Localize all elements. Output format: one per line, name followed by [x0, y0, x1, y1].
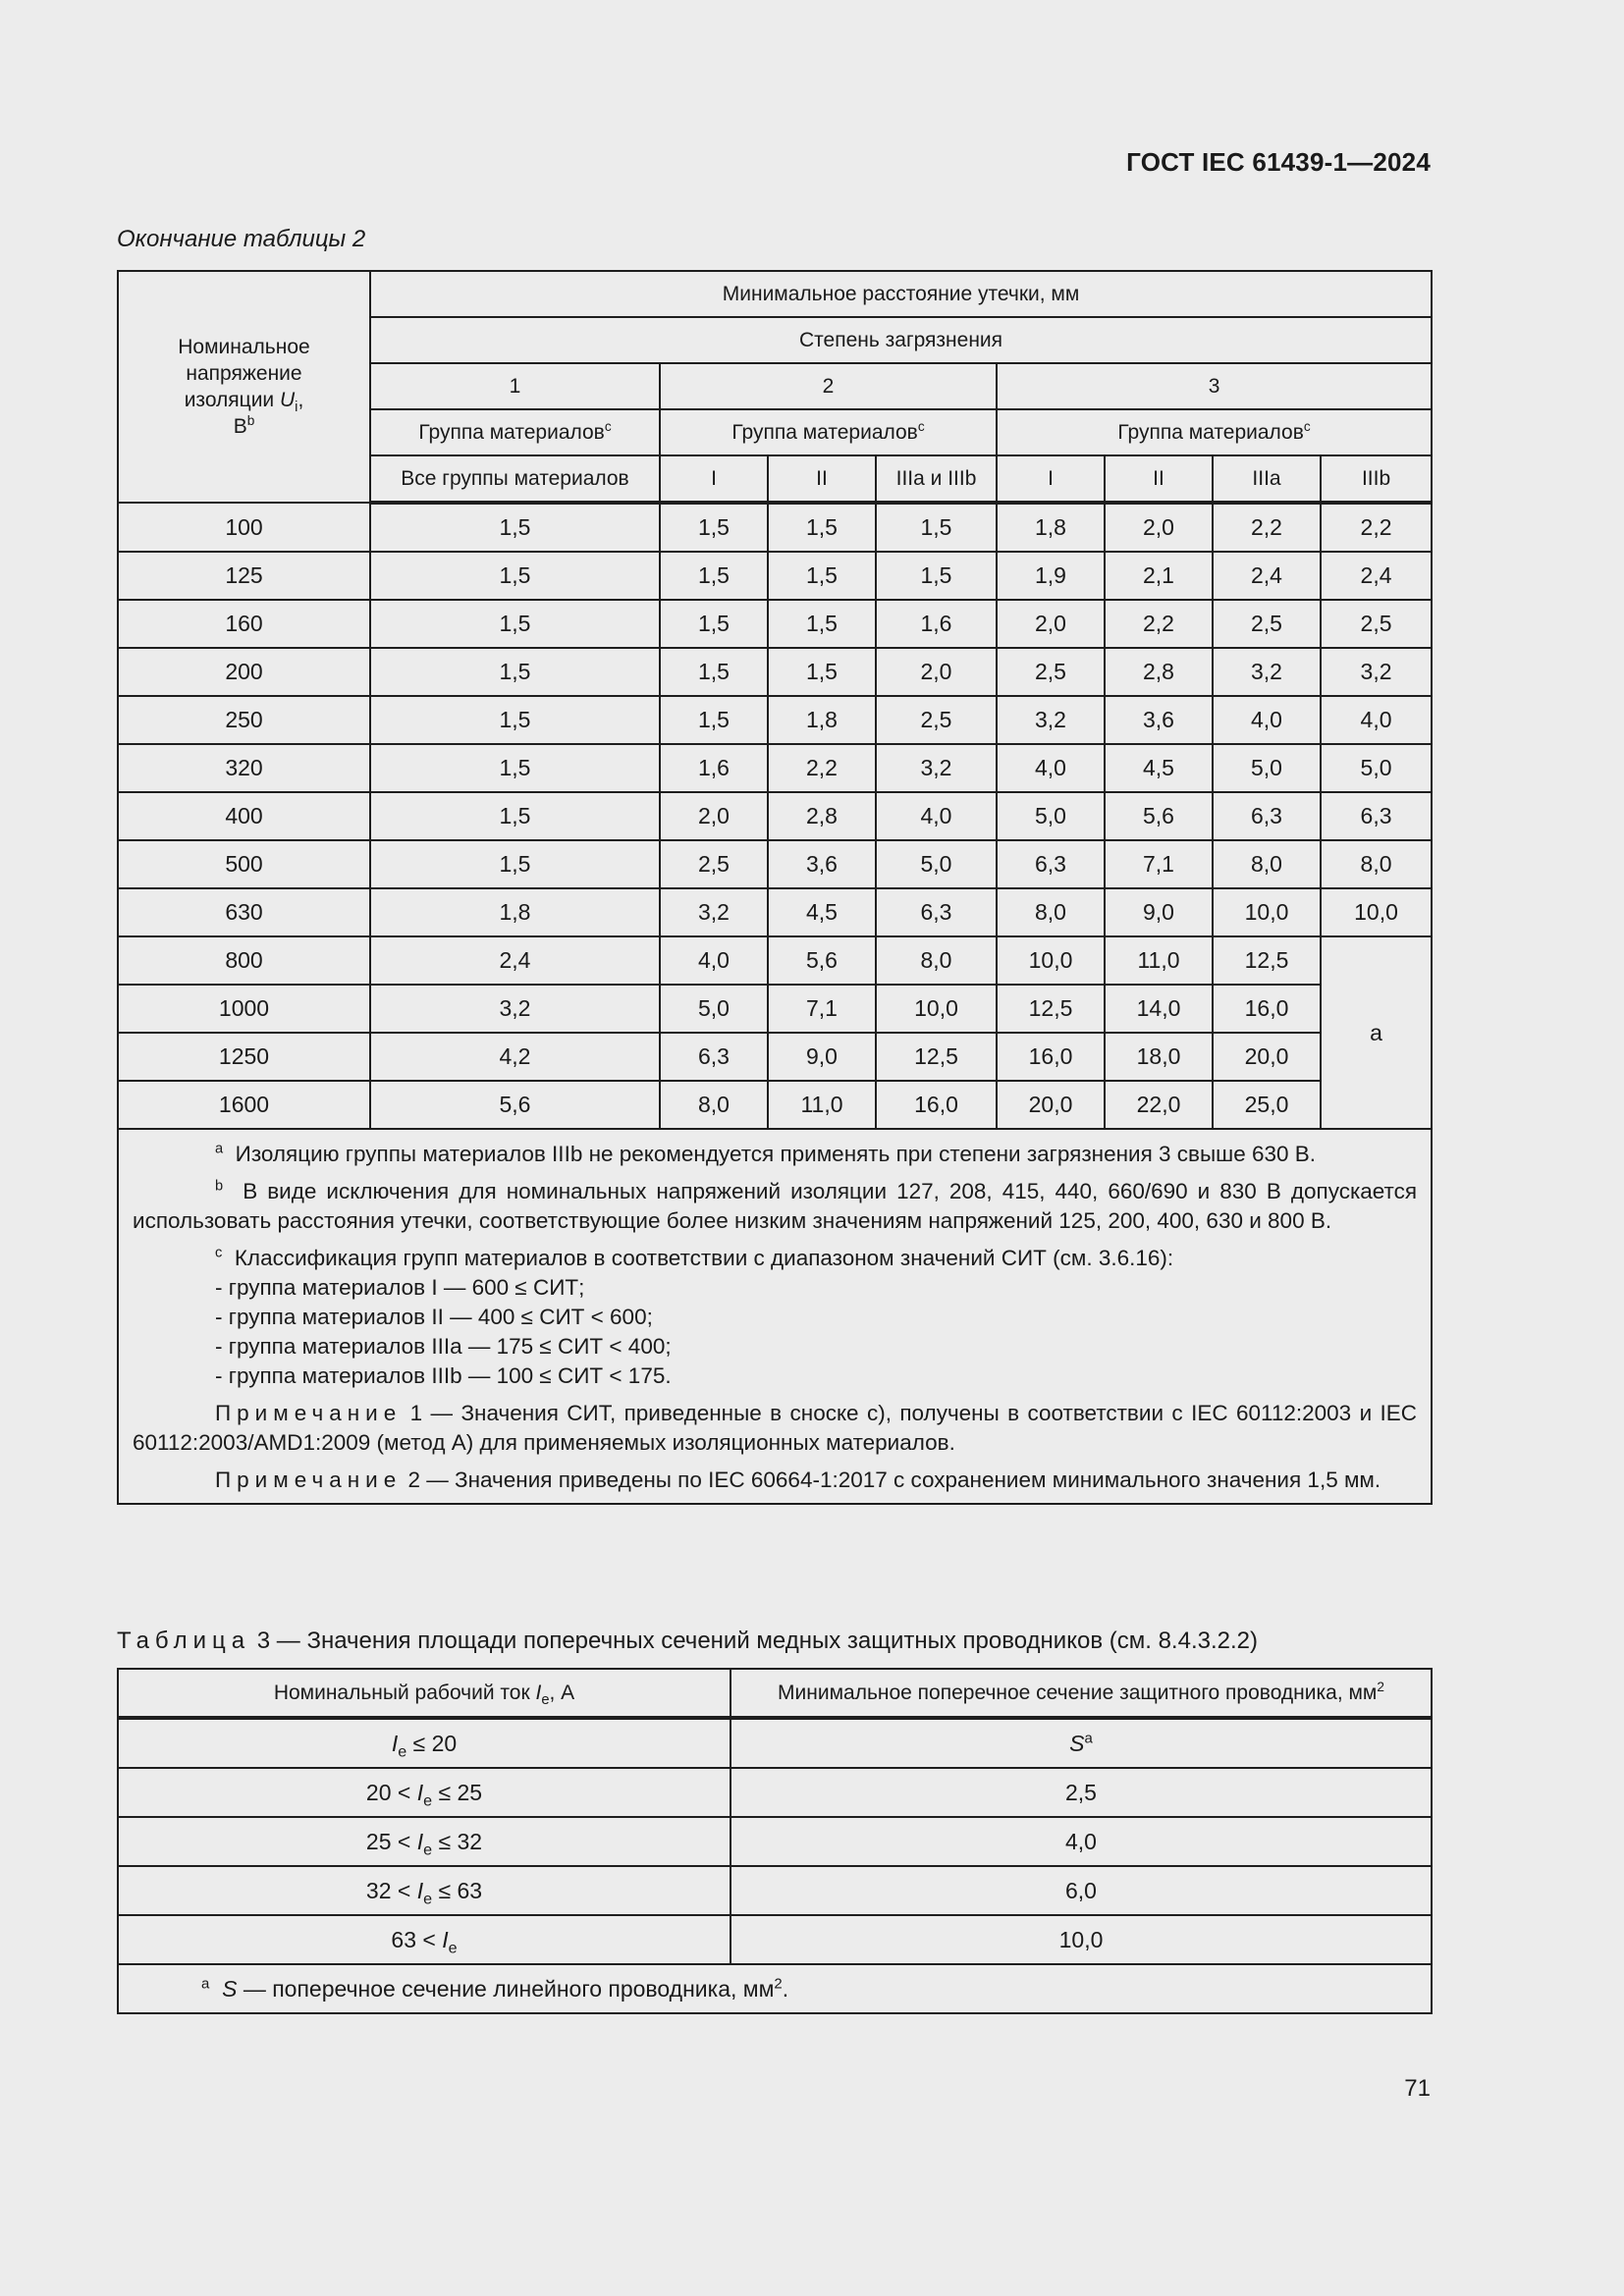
merged-footnote-cell: a [1321, 936, 1432, 1129]
standard-code: ГОСТ IEC 61439-1—2024 [1126, 147, 1431, 177]
protective-conductor-table [117, 1668, 1433, 2014]
creepage-cell: 2,2 [768, 744, 876, 792]
creepage-cell: 1,8 [768, 696, 876, 744]
table-row [118, 744, 1432, 792]
creepage-cell: 2,4 [1321, 552, 1432, 600]
header-material-group: Группа материалов$^c$ [660, 409, 997, 455]
creepage-cell: 2,8 [768, 792, 876, 840]
header-material-group: Группа материалов$^c$ [370, 409, 660, 455]
creepage-cell: 1,8 [997, 503, 1105, 552]
table-row [118, 985, 1432, 1033]
footnote-c-item: - группа материалов IIIa — 175 ≤ СИТ < 400; [215, 1334, 672, 1359]
creepage-cell: 10,0 [876, 985, 997, 1033]
creepage-cell: 22,0 [1105, 1081, 1213, 1129]
header-subgroup: IIIb [1321, 455, 1432, 503]
voltage-cell: 250 [118, 696, 370, 744]
table-row [118, 600, 1432, 648]
header-rated-insulation-voltage: Номинальное напряжение изоляции $U_i$, $В^b$ [118, 271, 370, 503]
creepage-cell: 4,5 [768, 888, 876, 936]
creepage-cell: 8,0 [660, 1081, 768, 1129]
creepage-cell: 1,5 [370, 792, 660, 840]
creepage-cell: 9,0 [1105, 888, 1213, 936]
creepage-cell: 3,2 [1321, 648, 1432, 696]
creepage-cell: 10,0 [1321, 888, 1432, 936]
creepage-cell: 2,0 [876, 648, 997, 696]
cross-section-cell: 10,0 [731, 1915, 1432, 1964]
table3-caption: Таблица 3 — Значения площади поперечных сечений медных защитных проводников (см. 8.4.3.2.2) [117, 1628, 1258, 1654]
creepage-cell: 2,5 [1321, 600, 1432, 648]
table2-footnotes [118, 1129, 1432, 1504]
creepage-cell: 20,0 [997, 1081, 1105, 1129]
creepage-cell: 2,8 [1105, 648, 1213, 696]
creepage-cell: 2,2 [1105, 600, 1213, 648]
cross-section-cell: $S^a$ [731, 1718, 1432, 1768]
creepage-cell: 3,6 [1105, 696, 1213, 744]
voltage-cell: 125 [118, 552, 370, 600]
creepage-cell: 16,0 [997, 1033, 1105, 1081]
header-subgroup: I [660, 455, 768, 503]
creepage-distance-table [117, 270, 1433, 1505]
creepage-cell: 5,6 [370, 1081, 660, 1129]
creepage-cell: 1,8 [370, 888, 660, 936]
creepage-cell: 5,6 [1105, 792, 1213, 840]
creepage-cell: 4,0 [660, 936, 768, 985]
voltage-cell: 630 [118, 888, 370, 936]
table-row [118, 792, 1432, 840]
table-row [118, 1768, 1432, 1817]
creepage-cell: 6,3 [1213, 792, 1321, 840]
creepage-cell: 4,5 [1105, 744, 1213, 792]
footnote-c-item: - группа материалов II — 400 ≤ СИТ < 600; [215, 1305, 653, 1329]
header-min-creepage: Минимальное расстояние утечки, мм [370, 271, 1432, 317]
creepage-cell: 3,2 [876, 744, 997, 792]
voltage-cell: 200 [118, 648, 370, 696]
creepage-cell: 2,4 [1213, 552, 1321, 600]
creepage-cell: 11,0 [768, 1081, 876, 1129]
header-all-groups: Все группы материалов [370, 455, 660, 503]
voltage-cell: 1250 [118, 1033, 370, 1081]
creepage-cell: 10,0 [997, 936, 1105, 985]
creepage-cell: 6,3 [1321, 792, 1432, 840]
creepage-cell: 25,0 [1213, 1081, 1321, 1129]
creepage-cell: 3,2 [660, 888, 768, 936]
current-range-cell: $63 < I_e$ [118, 1915, 731, 1964]
page-number: 71 [1404, 2075, 1431, 2102]
table-row [118, 503, 1432, 552]
table-row [118, 1866, 1432, 1915]
creepage-cell: 1,5 [370, 600, 660, 648]
creepage-cell: 7,1 [1105, 840, 1213, 888]
voltage-cell: 400 [118, 792, 370, 840]
creepage-cell: 1,5 [768, 552, 876, 600]
table-row [118, 1915, 1432, 1964]
creepage-cell: 8,0 [1213, 840, 1321, 888]
creepage-cell: 9,0 [768, 1033, 876, 1081]
table-row [118, 936, 1432, 985]
creepage-cell: 5,0 [1213, 744, 1321, 792]
header-subgroup: II [768, 455, 876, 503]
creepage-cell: 3,6 [768, 840, 876, 888]
creepage-cell: 20,0 [1213, 1033, 1321, 1081]
creepage-cell: 12,5 [997, 985, 1105, 1033]
header-pollution-degree: Степень загрязнения [370, 317, 1432, 363]
creepage-cell: 14,0 [1105, 985, 1213, 1033]
table2-continuation-caption: Окончание таблицы 2 [117, 226, 366, 252]
note-2: Примечание 2 — Значения приведены по IEC 60664-1:2017 с сохранением минимального значения 1,5 мм. [215, 1468, 1381, 1492]
creepage-cell: 2,0 [1105, 503, 1213, 552]
header-degree-3: 3 [997, 363, 1432, 409]
footnote-a: $^a$ Изоляцию группы материалов IIIb не рекомендуется применять при степени загрязнения 3 свыше 630 В. [215, 1141, 1317, 1166]
footnote-b: $^b$ В виде исключения для номинальных напряжений изоляции 127, 208, 415, 440, 660/690 и 830 В допускается использовать расстояния утечки, соответствующие более низким значениям напряжений 125, 200, 400, 630 и 800 В. [133, 1178, 1418, 1233]
table-row [118, 1081, 1432, 1129]
creepage-cell: 10,0 [1213, 888, 1321, 936]
creepage-cell: 18,0 [1105, 1033, 1213, 1081]
table-row [118, 888, 1432, 936]
creepage-cell: 1,5 [660, 503, 768, 552]
creepage-cell: 1,5 [876, 552, 997, 600]
header-subgroup: IIIa [1213, 455, 1321, 503]
creepage-cell: 8,0 [876, 936, 997, 985]
creepage-cell: 16,0 [876, 1081, 997, 1129]
creepage-cell: 8,0 [1321, 840, 1432, 888]
creepage-cell: 4,0 [876, 792, 997, 840]
creepage-cell: 16,0 [1213, 985, 1321, 1033]
creepage-cell: 4,2 [370, 1033, 660, 1081]
creepage-cell: 1,5 [660, 552, 768, 600]
header-material-group: Группа материалов$^c$ [997, 409, 1432, 455]
creepage-cell: 5,0 [660, 985, 768, 1033]
creepage-cell: 1,9 [997, 552, 1105, 600]
voltage-cell: 160 [118, 600, 370, 648]
creepage-cell: 5,0 [876, 840, 997, 888]
table-row [118, 1718, 1432, 1768]
table-row [118, 1033, 1432, 1081]
header-subgroup: IIIa и IIIb [876, 455, 997, 503]
header-subgroup: II [1105, 455, 1213, 503]
table-row [118, 648, 1432, 696]
note-1: Примечание 1 — Значения СИТ, приведенные в сноске с), получены в соответствии с IEC 60112:2003 и IEC 60112:2003/AMD1:2009 (метод А) для применяемых изоляционных материалов. [133, 1401, 1418, 1455]
table-row [118, 696, 1432, 744]
creepage-cell: 3,2 [997, 696, 1105, 744]
current-range-cell: $25 < I_e \le 32$ [118, 1817, 731, 1866]
header-rated-current: Номинальный рабочий ток $I_e$, А [118, 1669, 731, 1718]
creepage-cell: 2,1 [1105, 552, 1213, 600]
voltage-cell: 100 [118, 503, 370, 552]
creepage-cell: 4,0 [1213, 696, 1321, 744]
voltage-cell: 320 [118, 744, 370, 792]
creepage-cell: 5,0 [1321, 744, 1432, 792]
creepage-cell: 1,5 [768, 648, 876, 696]
creepage-cell: 1,5 [660, 600, 768, 648]
cross-section-cell: 6,0 [731, 1866, 1432, 1915]
header-subgroup: I [997, 455, 1105, 503]
creepage-cell: 2,5 [660, 840, 768, 888]
voltage-cell: 500 [118, 840, 370, 888]
creepage-cell: 3,2 [1213, 648, 1321, 696]
creepage-cell: 5,6 [768, 936, 876, 985]
creepage-cell: 1,5 [768, 503, 876, 552]
creepage-cell: 1,5 [768, 600, 876, 648]
voltage-cell: 1600 [118, 1081, 370, 1129]
creepage-cell: 6,3 [997, 840, 1105, 888]
creepage-cell: 1,5 [660, 696, 768, 744]
creepage-cell: 1,5 [370, 744, 660, 792]
creepage-cell: 1,5 [660, 648, 768, 696]
creepage-cell: 6,3 [876, 888, 997, 936]
creepage-cell: 5,0 [997, 792, 1105, 840]
creepage-cell: 1,5 [370, 648, 660, 696]
creepage-cell: 6,3 [660, 1033, 768, 1081]
creepage-cell: 2,5 [876, 696, 997, 744]
table-row [118, 552, 1432, 600]
cross-section-cell: 2,5 [731, 1768, 1432, 1817]
creepage-cell: 2,0 [660, 792, 768, 840]
header-degree-2: 2 [660, 363, 997, 409]
creepage-cell: 1,5 [370, 696, 660, 744]
creepage-cell: 2,4 [370, 936, 660, 985]
creepage-cell: 4,0 [997, 744, 1105, 792]
creepage-cell: 1,5 [370, 503, 660, 552]
creepage-cell: 2,5 [1213, 600, 1321, 648]
header-min-cross-section: Минимальное поперечное сечение защитного проводника, $мм^2$ [731, 1669, 1432, 1718]
current-range-cell: $20 < I_e \le 25$ [118, 1768, 731, 1817]
creepage-cell: 2,2 [1213, 503, 1321, 552]
creepage-cell: 7,1 [768, 985, 876, 1033]
voltage-cell: 1000 [118, 985, 370, 1033]
creepage-cell: 1,5 [370, 552, 660, 600]
table3-footnote-a: $^a$ S — поперечное сечение линейного проводника, $мм^2$. [118, 1964, 1432, 2013]
creepage-cell: 2,0 [997, 600, 1105, 648]
voltage-cell: 800 [118, 936, 370, 985]
creepage-cell: 8,0 [997, 888, 1105, 936]
creepage-cell: 2,5 [997, 648, 1105, 696]
current-range-cell: $I_e \le 20$ [118, 1718, 731, 1768]
creepage-cell: 11,0 [1105, 936, 1213, 985]
footnote-c-item: - группа материалов IIIb — 100 ≤ СИТ < 175. [215, 1363, 672, 1388]
footnote-c: $^c$ Классификация групп материалов в соответствии с диапазоном значений СИТ (см. 3.6.16): [215, 1245, 1174, 1270]
table-row [118, 840, 1432, 888]
creepage-cell: 12,5 [876, 1033, 997, 1081]
cross-section-cell: 4,0 [731, 1817, 1432, 1866]
creepage-cell: 1,6 [876, 600, 997, 648]
table-row [118, 1817, 1432, 1866]
current-range-cell: $32 < I_e \le 63$ [118, 1866, 731, 1915]
creepage-cell: 3,2 [370, 985, 660, 1033]
footnote-c-item: - группа материалов I — 600 ≤ СИТ; [215, 1275, 585, 1300]
creepage-cell: 4,0 [1321, 696, 1432, 744]
creepage-cell: 1,5 [876, 503, 997, 552]
creepage-cell: 1,6 [660, 744, 768, 792]
creepage-cell: 2,2 [1321, 503, 1432, 552]
header-degree-1: 1 [370, 363, 660, 409]
creepage-cell: 1,5 [370, 840, 660, 888]
creepage-cell: 12,5 [1213, 936, 1321, 985]
